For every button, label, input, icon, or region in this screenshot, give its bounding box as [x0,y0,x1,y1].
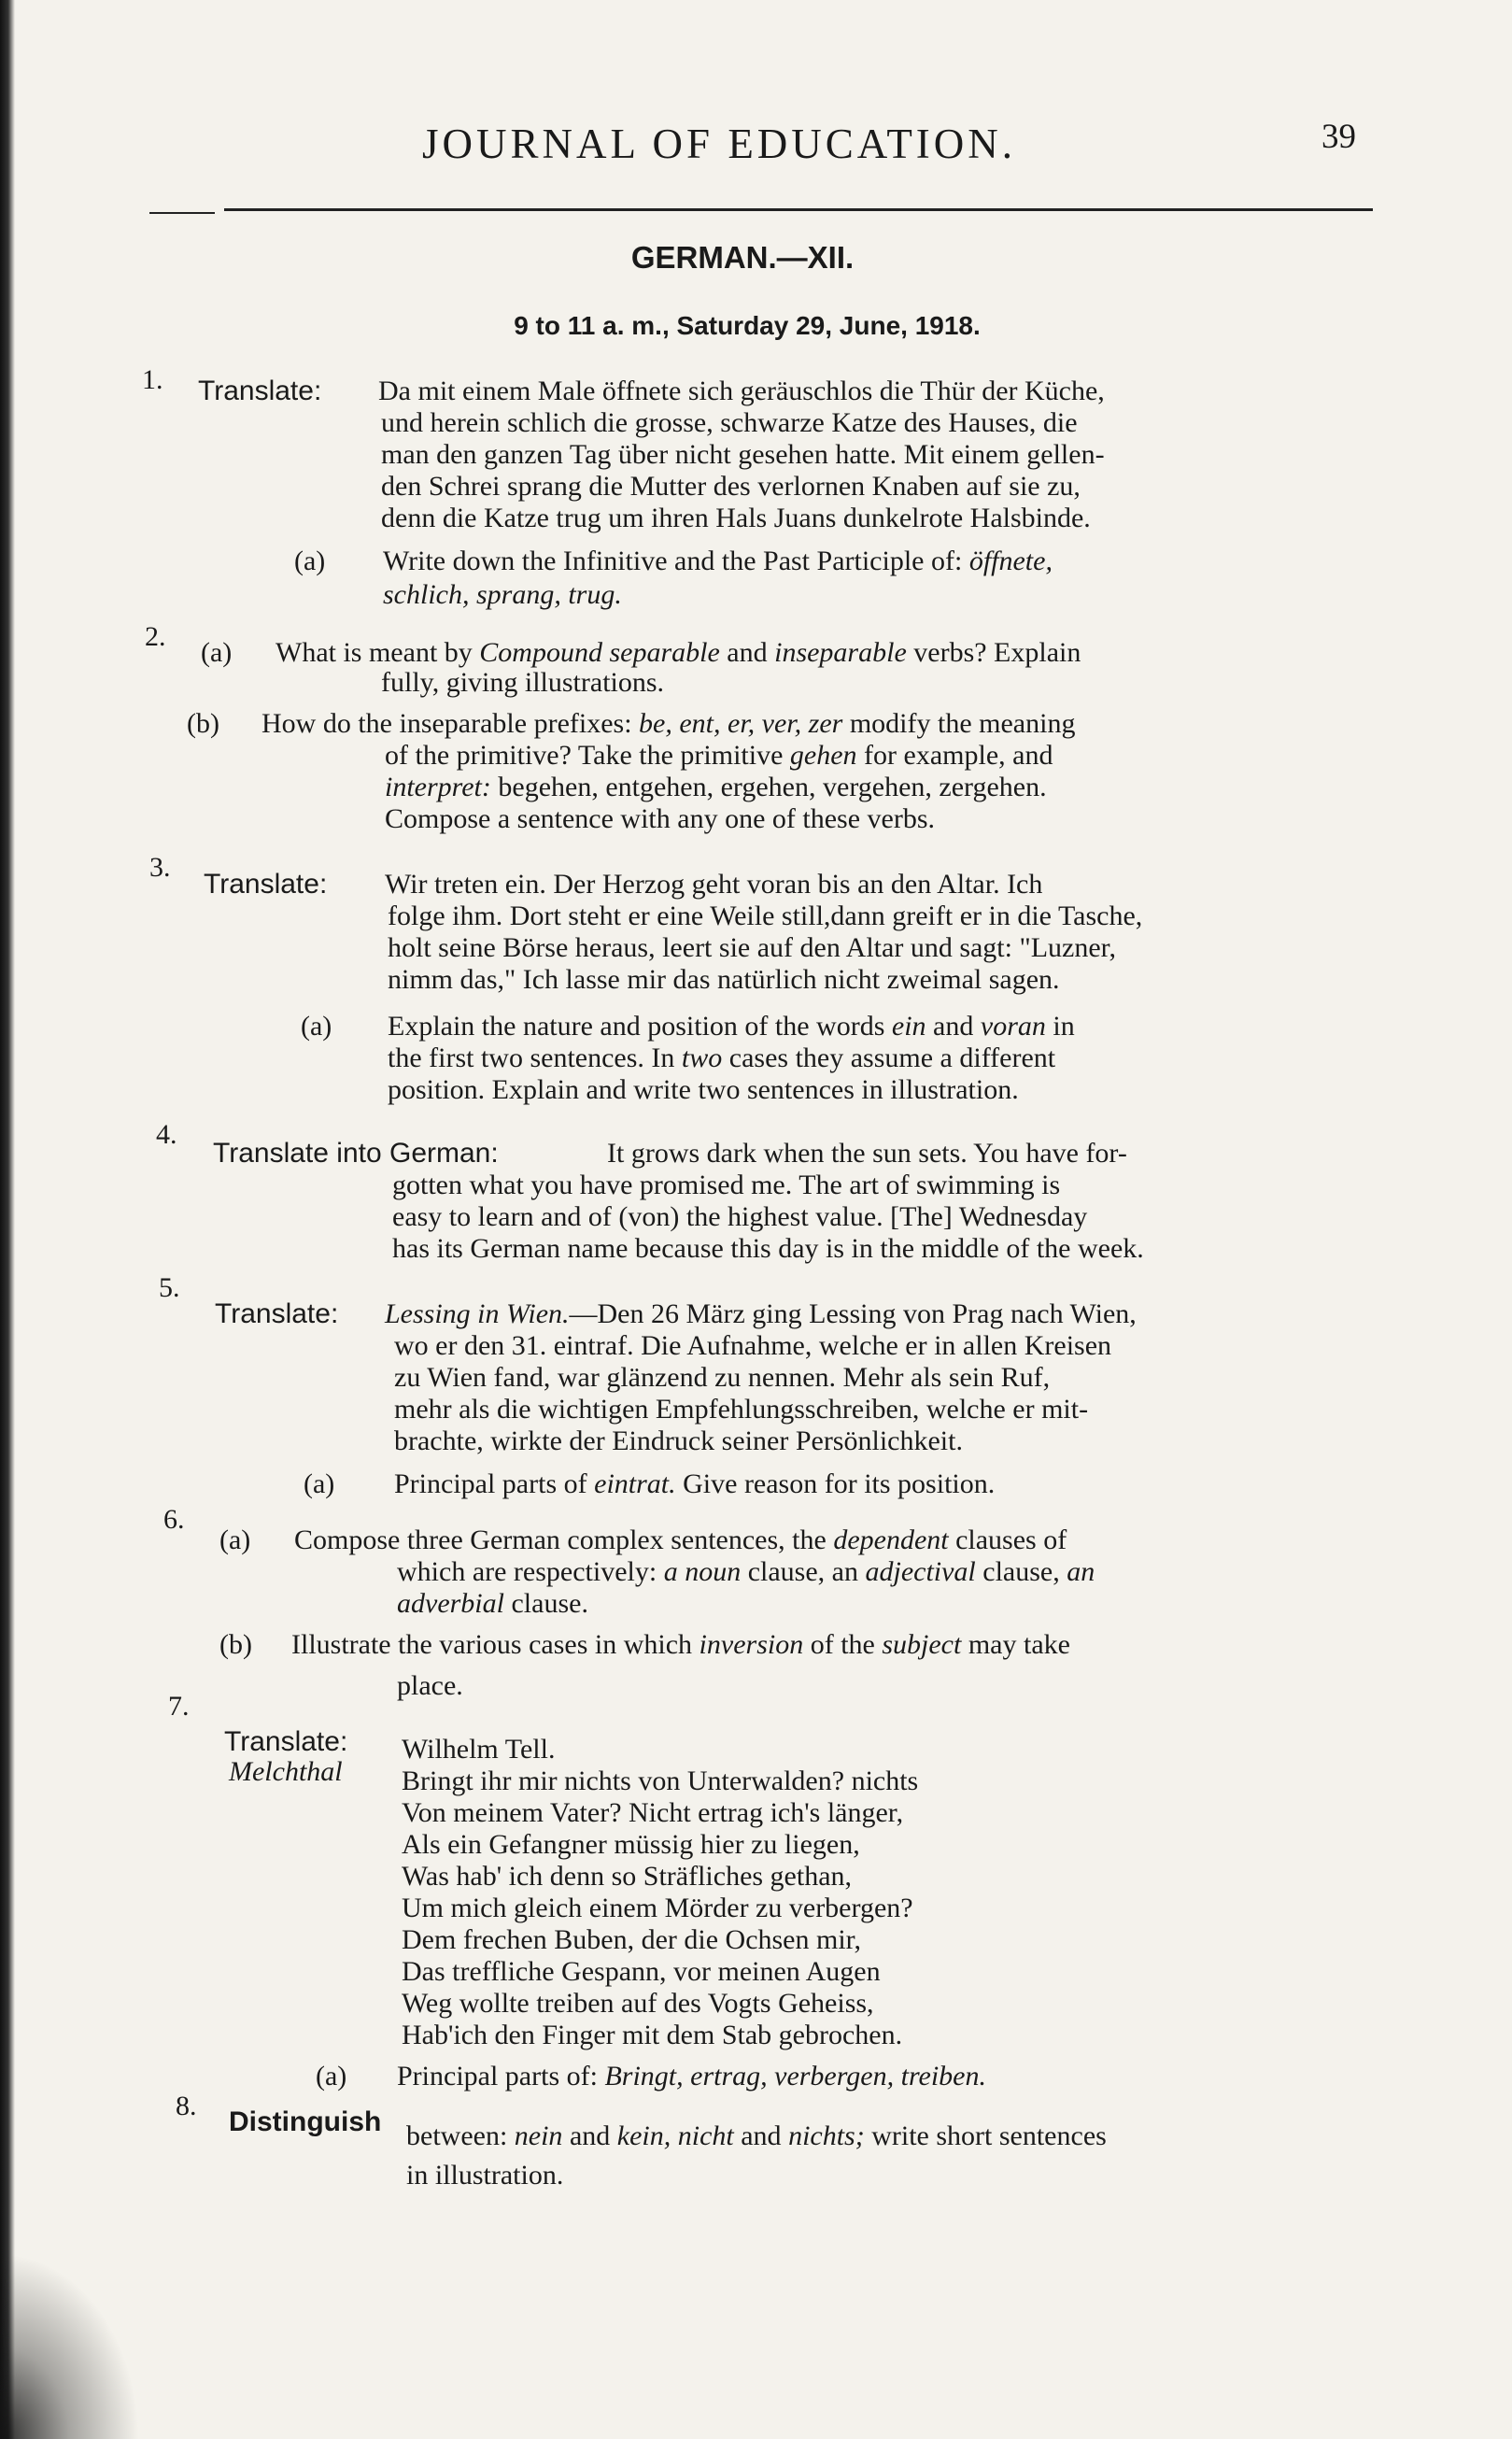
q3-line-4: nimm das," Ich lasse mir das natürlich nicht zweimal sagen. [388,964,1060,995]
page-corner-shadow [0,2252,140,2439]
q3-line-2: folge ihm. Dort steht er eine Weile still,dann greift er in die Tasche, [388,900,1143,931]
q5a-marker: (a) [304,1468,335,1499]
q1-line-2: und herein schlich die grosse, schwarze Katze des Hauses, die [381,407,1078,438]
q1a-words: schlich, sprang, trug. [383,579,622,610]
q6a-line-2: which are respectively: a noun clause, an adjectival clause, an [397,1556,1095,1587]
q1-line-5: denn die Katze trug um ihren Hals Juans dunkelrote Halsbinde. [381,503,1091,533]
q4-line-3: easy to learn and of (von) the highest value. [The] Wednesday [392,1201,1088,1232]
q3a-line-3: position. Explain and write two sentences in illustration. [388,1074,1019,1105]
q5-number: 5. [159,1272,180,1303]
q4-line-2: gotten what you have promised me. The art of swimming is [392,1170,1061,1200]
q4-line-1: It grows dark when the sun sets. You have for- [607,1138,1127,1169]
q3-line-1: Wir treten ein. Der Herzog geht voran bis an den Altar. Ich [385,869,1043,900]
q4-label: Translate into German: [213,1138,499,1169]
q5-line-1: Lessing in Wien.—Den 26 März ging Lessing von Prag nach Wien, [385,1298,1137,1329]
q1-line-1: Da mit einem Male öffnete sich geräuschlos die Thür der Küche, [378,376,1105,406]
q3a-text: Explain the nature and position of the words ein and voran in [388,1011,1075,1042]
q5-line-3: zu Wien fand, war glänzend zu nennen. Mehr als sein Ruf, [394,1362,1051,1393]
q6a-marker: (a) [219,1524,251,1555]
q8-text: between: nein and kein, nicht and nichts; write short sentences [406,2120,1107,2151]
q5-line-2: wo er den 31. eintraf. Die Aufnahme, welche er in allen Kreisen [394,1330,1112,1361]
q1a-marker: (a) [294,546,326,576]
q2b-line-3: interpret: begehen, entgehen, ergehen, vergehen, zergehen. [385,772,1047,802]
q2b-line-2: of the primitive? Take the primitive gehen for example, and [385,740,1053,771]
header-rule-short [149,212,215,214]
q6a-line-3: adverbial clause. [397,1588,588,1619]
q5-line-5: brachte, wirkte der Eindruck seiner Persönlichkeit. [394,1425,963,1456]
q7-title: Wilhelm Tell. [402,1734,556,1765]
exam-title: GERMAN.—XII. [630,240,855,275]
q4-number: 4. [156,1119,177,1150]
q6-number: 6. [163,1504,185,1535]
q2a-text: What is meant by Compound separable and inseparable verbs? Explain [276,637,1081,668]
q1-line-3: man den ganzen Tag über nicht gesehen hatte. Mit einem gellen- [381,439,1105,470]
header-rule [224,208,1373,211]
q7-line-3: Als ein Gefangner müssig hier zu liegen, [402,1829,860,1860]
q1a-text: Write down the Infinitive and the Past Participle of: öffnete, [383,546,1053,576]
q2-number: 2. [145,621,166,652]
journal-title: JOURNAL OF EDUCATION. [421,121,1017,167]
q7-line-2: Von meinem Vater? Nicht ertrag ich's länger, [402,1797,904,1828]
q2b-marker: (b) [187,708,219,739]
q7-line-8: Weg wollte treiben auf des Vogts Geheiss, [402,1988,874,2019]
q1-line-4: den Schrei sprang die Mutter des verlornen Knaben auf sie zu, [381,471,1081,502]
q7a-marker: (a) [316,2061,347,2092]
page-number: 39 [1321,118,1356,156]
q6b-text: Illustrate the various cases in which inversion of the subject may take [291,1629,1070,1660]
q7-line-6: Dem frechen Buben, der die Ochsen mir, [402,1924,861,1955]
q2b-line-4: Compose a sentence with any one of these verbs. [385,803,935,834]
q3a-marker: (a) [301,1011,332,1042]
q7-line-5: Um mich gleich einem Mörder zu verbergen? [402,1893,913,1923]
exam-datetime: 9 to 11 a. m., Saturday 29, June, 1918. [514,311,981,340]
q5a-text: Principal parts of eintrat. Give reason for its position. [394,1468,996,1499]
q7-line-4: Was hab' ich denn so Sträfliches gethan, [402,1861,853,1892]
q6b-marker: (b) [219,1629,252,1660]
q7-line-7: Das treffliche Gespann, vor meinen Augen [402,1956,881,1987]
q7a-text: Principal parts of: Bringt, ertrag, verbergen, treiben. [397,2061,986,2092]
q1-number: 1. [142,364,163,395]
q7-label: Translate: [224,1726,348,1757]
q2a-marker: (a) [201,637,233,668]
q6b-line-2: place. [397,1670,463,1701]
q4-line-4: has its German name because this day is in the middle of the week. [392,1233,1144,1264]
q5-line-4: mehr als die wichtigen Empfehlungsschreiben, welche er mit- [394,1394,1089,1425]
q2b-text: How do the inseparable prefixes: be, ent, er, ver, zer modify the meaning [261,708,1076,739]
q8-line-2: in illustration. [406,2160,564,2191]
q3-line-3: holt seine Börse heraus, leert sie auf den Altar und sagt: "Luzner, [388,932,1116,963]
q5-label: Translate: [215,1298,339,1329]
q2a-line-2: fully, giving illustrations. [381,667,665,698]
q1-label: Translate: [198,376,322,406]
q7-line-1: Bringt ihr mir nichts von Unterwalden? nichts [402,1765,919,1796]
q3a-line-2: the first two sentences. In two cases they assume a different [388,1042,1056,1073]
q7-line-9: Hab'ich den Finger mit dem Stab gebrochen. [402,2020,903,2050]
q7-speaker: Melchthal [229,1756,343,1787]
q8-number: 8. [176,2091,197,2121]
q8-label: Distinguish [229,2106,382,2137]
q3-label: Translate: [204,869,328,900]
book-spine-shadow [0,0,15,2439]
q7-number: 7. [168,1691,190,1722]
q6a-text: Compose three German complex sentences, the dependent clauses of [294,1524,1067,1555]
q3-number: 3. [149,852,171,883]
